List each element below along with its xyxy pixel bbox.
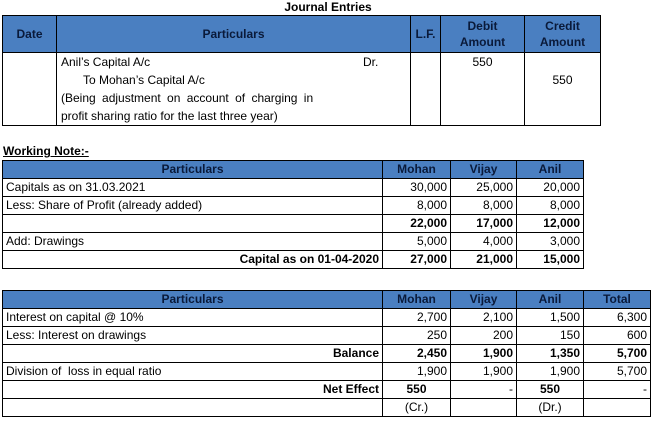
table-row [3, 327, 651, 345]
row-vijay: 17,000 [451, 215, 517, 233]
working-note-label: Working Note:- [3, 144, 89, 158]
row-anil: 8,000 [517, 197, 584, 215]
entry-credit-amount: 550 [552, 73, 573, 87]
table-row [3, 345, 651, 363]
row-anil: 1,500 [517, 309, 584, 327]
row-particular: Capital as on 01-04-2020 [3, 251, 383, 269]
row-vijay: 21,000 [451, 251, 517, 269]
row-vijay: 1,900 [451, 363, 517, 381]
capital-header-row [3, 161, 584, 179]
entry-narration-line2: profit sharing ratio for the last three year) [61, 109, 278, 123]
row-particular: Capitals as on 31.03.2021 [3, 179, 383, 197]
header-debit-line2: Amount [459, 35, 506, 49]
table-row [3, 251, 584, 269]
row-anil: 1,900 [517, 363, 584, 381]
entry-credit-cell [525, 53, 601, 126]
entry-particulars-cell [57, 53, 411, 126]
header-particulars: Particulars [57, 16, 411, 53]
row-particular: Less: Interest on drawings [3, 327, 383, 345]
row-vijay: 25,000 [451, 179, 517, 197]
row-particular: Division of loss in equal ratio [3, 363, 383, 381]
entry-debit-amount: 550 [472, 55, 493, 69]
table-row [3, 399, 651, 417]
entry-debit-line [57, 53, 410, 71]
row-mohan: 1,900 [383, 363, 451, 381]
table-row [3, 179, 584, 197]
entry-narration-line1: (Being adjustment on account of charging in [61, 91, 314, 105]
row-mohan: 550 [383, 381, 451, 399]
row-particular [3, 215, 383, 233]
row-particular: Interest on capital @ 10% [3, 309, 383, 327]
capital-header-mohan: Mohan [383, 161, 451, 179]
row-mohan: 5,000 [383, 233, 451, 251]
header-debit-line1: Debit [467, 19, 498, 33]
row-mohan: 2,450 [383, 345, 451, 363]
entry-credit-account: To Mohan’s Capital A/c [83, 73, 205, 87]
journal-table [2, 15, 601, 126]
table-row [3, 381, 651, 399]
row-vijay: 200 [451, 327, 517, 345]
row-anil: 550 [517, 381, 584, 399]
row-particular: Balance [3, 345, 383, 363]
row-anil: 12,000 [517, 215, 584, 233]
row-mohan: 8,000 [383, 197, 451, 215]
capital-table [2, 160, 584, 269]
header-credit-line2: Amount [539, 35, 586, 49]
row-total: 5,700 [584, 345, 651, 363]
header-credit [525, 16, 601, 53]
row-anil: 150 [517, 327, 584, 345]
table-row [3, 233, 584, 251]
row-particular: Add: Drawings [3, 233, 383, 251]
capital-header-particulars: Particulars [3, 161, 383, 179]
row-particular: Net Effect [3, 381, 383, 399]
row-total [584, 399, 651, 417]
row-mohan: 2,700 [383, 309, 451, 327]
table-row [3, 309, 651, 327]
journal-title: Journal Entries [284, 0, 372, 14]
entry-date-cell [3, 53, 57, 126]
header-credit-line1: Credit [545, 19, 580, 33]
entry-credit-line [57, 71, 410, 89]
row-vijay: 2,100 [451, 309, 517, 327]
row-anil: (Dr.) [517, 399, 584, 417]
row-anil: 15,000 [517, 251, 584, 269]
entry-dr-marker: Dr. [363, 55, 379, 69]
row-particular [3, 399, 383, 417]
header-debit [441, 16, 525, 53]
row-vijay: - [451, 381, 517, 399]
capital-header-anil: Anil [517, 161, 584, 179]
row-mohan: (Cr.) [383, 399, 451, 417]
entry-debit-cell [441, 53, 525, 126]
row-anil: 3,000 [517, 233, 584, 251]
interest-table [2, 290, 651, 417]
interest-header-mohan: Mohan [383, 291, 451, 309]
row-total: 5,700 [584, 363, 651, 381]
row-mohan: 30,000 [383, 179, 451, 197]
table-row [3, 215, 584, 233]
interest-header-vijay: Vijay [451, 291, 517, 309]
row-total: 6,300 [584, 309, 651, 327]
interest-header-total: Total [584, 291, 651, 309]
row-particular: Less: Share of Profit (already added) [3, 197, 383, 215]
interest-header-row [3, 291, 651, 309]
row-anil: 20,000 [517, 179, 584, 197]
row-mohan: 250 [383, 327, 451, 345]
entry-lf-cell [411, 53, 441, 126]
table-row [3, 363, 651, 381]
row-total: - [584, 381, 651, 399]
row-total: 600 [584, 327, 651, 345]
interest-header-particulars: Particulars [3, 291, 383, 309]
row-anil: 1,350 [517, 345, 584, 363]
row-vijay [451, 399, 517, 417]
row-vijay: 4,000 [451, 233, 517, 251]
row-mohan: 27,000 [383, 251, 451, 269]
row-vijay: 1,900 [451, 345, 517, 363]
entry-debit-account: Anil’s Capital A/c [61, 55, 151, 69]
header-date: Date [3, 16, 57, 53]
interest-header-anil: Anil [517, 291, 584, 309]
journal-header-row [3, 16, 601, 53]
header-lf: L.F. [411, 16, 441, 53]
journal-entry-row [3, 53, 601, 126]
row-vijay: 8,000 [451, 197, 517, 215]
capital-header-vijay: Vijay [451, 161, 517, 179]
table-row [3, 197, 584, 215]
row-mohan: 22,000 [383, 215, 451, 233]
